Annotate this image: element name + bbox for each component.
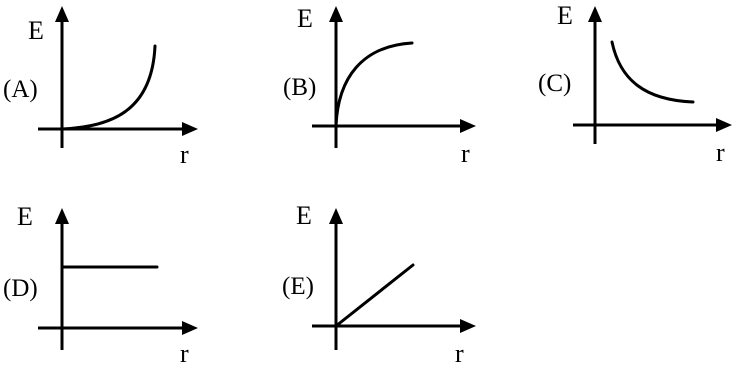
panel-b: [283, 4, 476, 168]
panel-a-y-arrow: [55, 6, 69, 22]
panel-c-x-label: r: [716, 138, 725, 167]
panel-d-y-arrow: [55, 208, 69, 224]
panel-b-y-label: E: [297, 4, 313, 33]
panel-d: [3, 202, 198, 368]
panel-b-tag: (B): [283, 74, 317, 101]
panel-e-curve: [336, 265, 413, 326]
panel-c-y-label: E: [557, 1, 573, 30]
panel-c-curve: [612, 42, 693, 102]
panel-d-x-arrow: [182, 321, 198, 335]
panel-e-y-label: E: [296, 201, 312, 230]
panel-c-y-arrow: [588, 6, 602, 22]
panel-b-y-arrow: [329, 6, 343, 22]
panel-c: [538, 1, 732, 167]
panel-e: [282, 201, 476, 368]
panel-a-x-label: r: [180, 140, 189, 169]
panel-a-x-arrow: [182, 122, 198, 136]
panel-b-x-arrow: [460, 119, 476, 133]
panel-b-curve: [336, 43, 412, 126]
panel-e-y-arrow: [329, 208, 343, 224]
panel-d-x-label: r: [180, 339, 189, 368]
panel-e-x-label: r: [455, 339, 464, 368]
panel-a-tag: (A): [3, 76, 38, 103]
panel-e-x-arrow: [460, 319, 476, 333]
panel-b-x-label: r: [461, 139, 470, 168]
panel-a: [3, 6, 198, 169]
panel-d-tag: (D): [3, 275, 38, 302]
panel-c-x-arrow: [716, 118, 732, 132]
panel-c-tag: (C): [538, 70, 572, 97]
panel-a-y-label: E: [28, 16, 44, 45]
panel-e-tag: (E): [282, 273, 314, 300]
panel-a-curve: [62, 46, 155, 129]
panel-d-y-label: E: [17, 202, 33, 231]
